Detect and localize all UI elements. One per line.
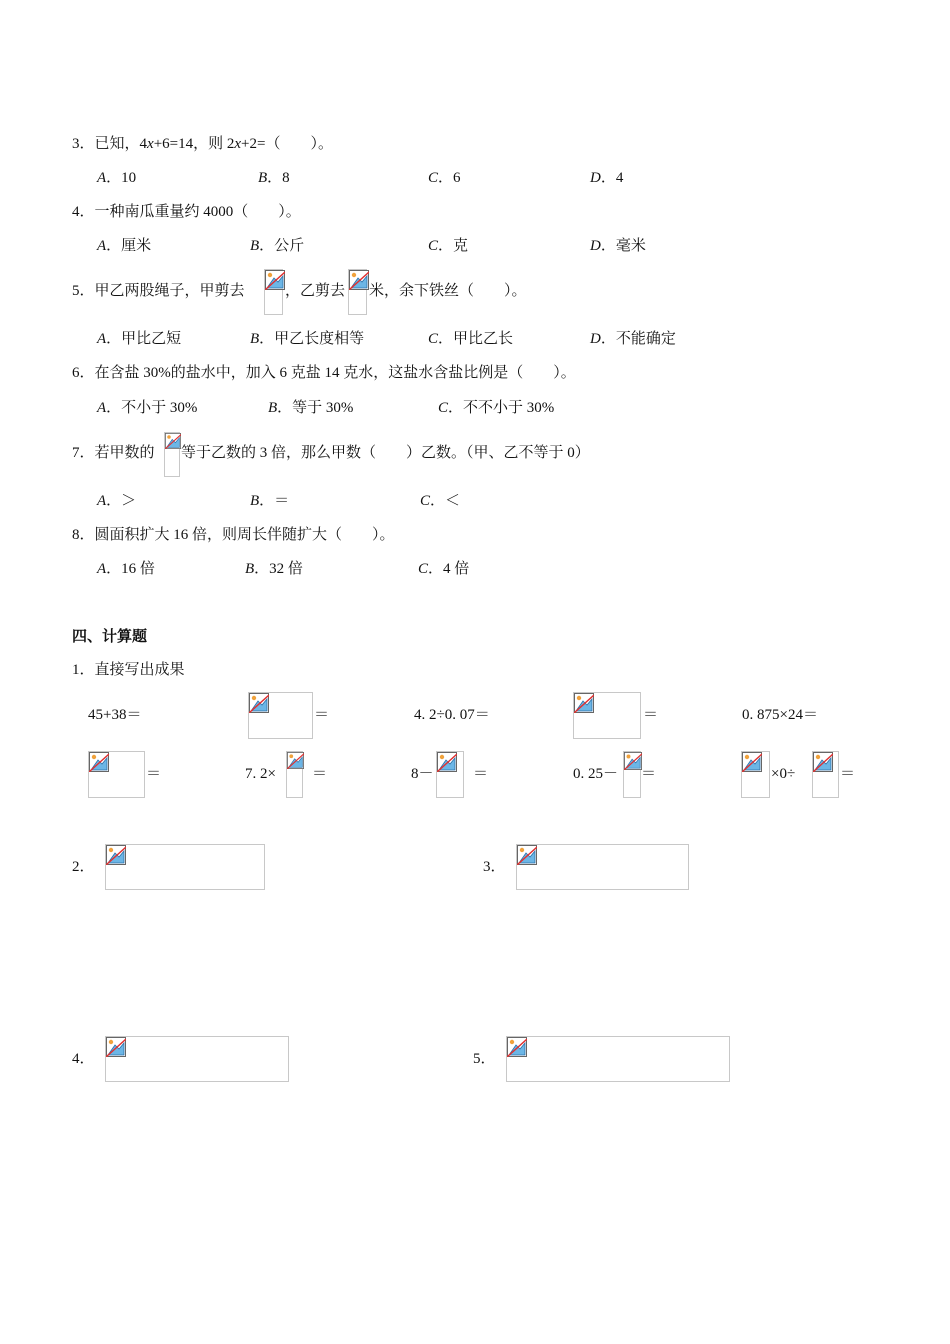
q7-option-c[interactable]: C．＜ — [420, 493, 461, 509]
q6-option-c[interactable]: C．不不小于 30% — [438, 400, 555, 416]
q5-option-b[interactable]: B．甲乙长度相等 — [250, 331, 365, 347]
fraction-image — [264, 269, 283, 315]
question-text: 圆面积扩大 16 倍，则周长伴随扩大（ ）。 — [94, 527, 395, 543]
calc-question-3-label: 3． — [483, 859, 506, 875]
q8-option-c[interactable]: C．4 倍 — [418, 561, 470, 577]
broken-image-icon — [249, 693, 269, 713]
question-4 — [72, 202, 301, 222]
expression: 0. 875×24＝ — [742, 707, 818, 723]
expression: 4. 2÷0. 07＝ — [414, 707, 490, 723]
expression-image — [88, 751, 145, 798]
broken-image-icon — [624, 752, 642, 770]
q6-option-a[interactable]: A．不小于 30% — [97, 400, 198, 416]
broken-image-icon — [349, 270, 369, 290]
fraction-image — [436, 751, 464, 798]
variable: x — [234, 136, 242, 152]
calc-question-5-image — [506, 1036, 730, 1082]
q4-option-b[interactable]: B．公斤 — [250, 238, 305, 254]
q4-option-a[interactable]: A．厘米 — [97, 238, 152, 254]
calc-question-2-label: 2． — [72, 859, 95, 875]
equals-sign: ＝ — [314, 707, 330, 723]
question-text: +2=（ ）。 — [241, 136, 333, 152]
equals-sign: ＝ — [643, 707, 659, 723]
question-text: 一种南瓜重量约 4000（ ）。 — [94, 204, 301, 220]
calc-question-4-image — [105, 1036, 289, 1082]
broken-image-icon — [265, 270, 285, 290]
expression-image — [573, 692, 641, 739]
question-number: 4． — [72, 204, 95, 220]
q5-option-a[interactable]: A．甲比乙短 — [97, 331, 182, 347]
broken-image-icon — [574, 693, 594, 713]
fraction-image — [812, 751, 839, 798]
section-title: 四、计算题 — [72, 629, 148, 645]
question-3 — [72, 134, 333, 154]
question-5-part1 — [72, 281, 245, 301]
equals-sign: ＝ — [641, 766, 657, 782]
q3-option-b[interactable]: B．8 — [258, 170, 290, 186]
question-text: 已知，4 — [94, 136, 148, 152]
expression: 8－ — [411, 766, 434, 782]
q5-option-c[interactable]: C．甲比乙长 — [428, 331, 514, 347]
expression-image — [248, 692, 313, 739]
broken-image-icon — [813, 752, 833, 772]
question-8 — [72, 525, 395, 545]
q4-option-d[interactable]: D．毫米 — [590, 238, 646, 254]
q4-option-c[interactable]: C．克 — [428, 238, 469, 254]
question-text: 等于乙数的 3 倍，那么甲数（ ）乙数。（甲、乙不等于 0） — [181, 445, 590, 461]
question-6 — [72, 363, 576, 383]
q3-option-a[interactable]: A．10 — [97, 170, 137, 186]
broken-image-icon — [89, 752, 109, 772]
calc-question-3-image — [516, 844, 689, 890]
broken-image-icon — [742, 752, 762, 772]
expression: 45+38＝ — [88, 707, 142, 723]
expression: 0. 25－ — [573, 766, 619, 782]
question-text: 在含盐 30%的盐水中，加入 6 克盐 14 克水，这盐水含盐比例是（ ）。 — [94, 365, 576, 381]
q5-option-d[interactable]: D．不能确定 — [590, 331, 676, 347]
q7-option-a[interactable]: A．＞ — [97, 493, 137, 509]
question-7-part1 — [72, 443, 155, 463]
expression: ×0÷ — [771, 766, 796, 782]
fraction-image — [286, 751, 303, 798]
question-text: +6=14，则 2 — [153, 136, 235, 152]
broken-image-icon — [287, 752, 304, 769]
question-number: 3． — [72, 136, 95, 152]
question-number: 6． — [72, 365, 95, 381]
q8-option-a[interactable]: A．16 倍 — [97, 561, 155, 577]
question-text: 甲乙两股绳子，甲剪去 — [94, 283, 245, 299]
question-number: 8． — [72, 527, 95, 543]
question-number: 5． — [72, 283, 95, 299]
question-text: 若甲数的 — [94, 445, 155, 461]
broken-image-icon — [517, 845, 537, 865]
equals-sign: ＝ — [840, 766, 856, 782]
calc-question-5-label: 5． — [473, 1051, 496, 1067]
fraction-image — [741, 751, 770, 798]
q6-option-b[interactable]: B．等于 30% — [268, 400, 354, 416]
q7-option-b[interactable]: B．＝ — [250, 493, 290, 509]
broken-image-icon — [106, 1037, 126, 1057]
q8-option-b[interactable]: B．32 倍 — [245, 561, 303, 577]
expression: 7. 2× — [245, 766, 276, 782]
broken-image-icon — [106, 845, 126, 865]
q3-option-c[interactable]: C．6 — [428, 170, 461, 186]
question-text: 米，余下铁丝（ ）。 — [369, 283, 527, 299]
fraction-image — [623, 751, 641, 798]
calc-question-2-image — [105, 844, 265, 890]
question-text: ，乙剪去 — [285, 283, 346, 299]
broken-image-icon — [507, 1037, 527, 1057]
broken-image-icon — [437, 752, 457, 772]
equals-sign: ＝ — [146, 766, 162, 782]
q3-option-d[interactable]: D．4 — [590, 170, 624, 186]
calc-question-1-label: 1．直接写出成果 — [72, 662, 185, 678]
question-number: 7． — [72, 445, 95, 461]
equals-sign: ＝ — [312, 766, 328, 782]
calc-question-4-label: 4． — [72, 1051, 95, 1067]
fraction-image — [348, 269, 367, 315]
broken-image-icon — [165, 433, 181, 449]
variable: x — [147, 136, 154, 152]
fraction-image — [164, 432, 180, 477]
equals-sign: ＝ — [473, 766, 489, 782]
